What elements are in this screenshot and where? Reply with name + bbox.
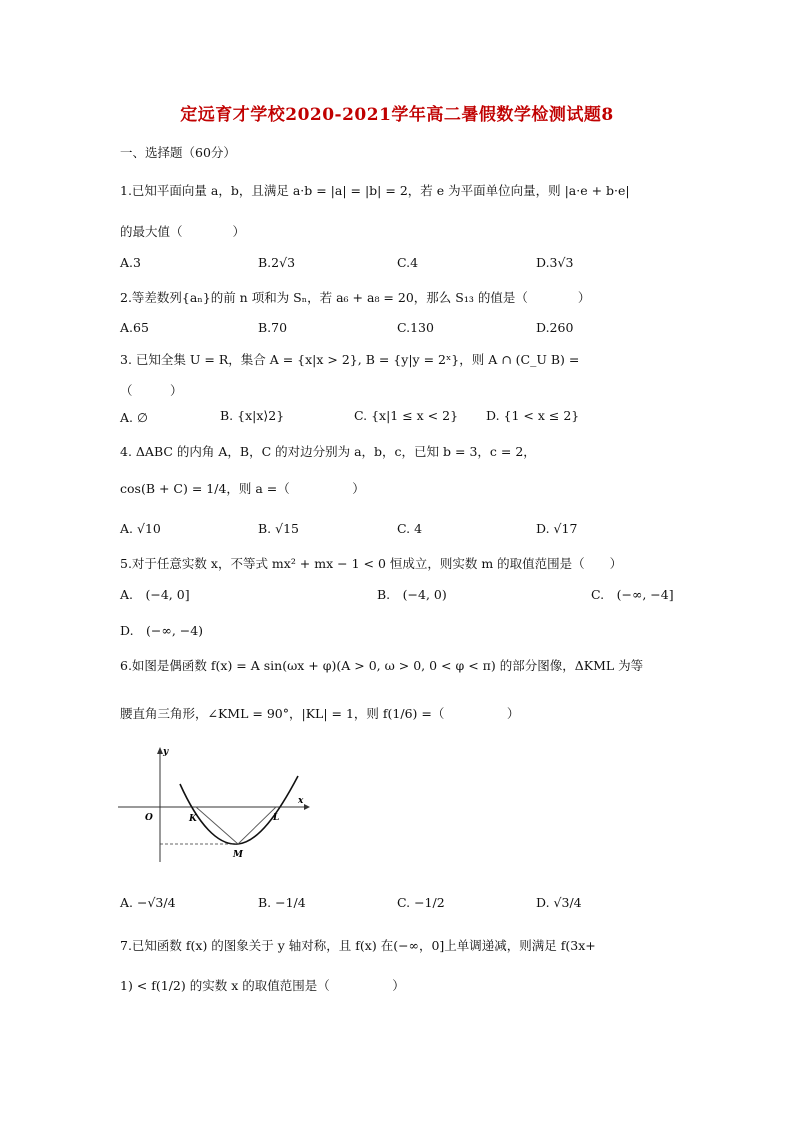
point-l-label: L [273,813,280,823]
question-5-option-c: C. (−∞, −4] [591,587,674,602]
segment-ml [238,807,276,844]
question-6-option-c: C. −1/2 [397,895,445,910]
question-4-stem: 4. ΔABC 的内角 A，B，C 的对边分别为 a，b，c，已知 b = 3，c = 2， [120,444,536,459]
question-3-option-b: B. {x|x⟩2} [220,408,285,423]
question-5-option-d: D. (−∞, −4) [120,623,204,638]
question-2-stem: 2.等差数列{aₙ}的前 n 项和为 Sₙ，若 a₆ + a₈ = 20，那么 S₁₃ 的值是（ ） [120,290,591,305]
question-7-stem: 7.已知函数 f(x) 的图象关于 y 轴对称，且 f(x) 在(−∞，0]上单调递减，则满足 f(3x+ [120,938,596,953]
x-axis-arrow [304,804,310,810]
question-3-option-a: A. ∅ [120,410,148,425]
question-6-stem-cont: 腰直角三角形，∠KML = 90°，|KL| = 1，则 f(1/6) =（ ） [120,706,520,721]
question-1-option-c: C.4 [397,255,419,270]
question-3-option-d: D. {1 < x ≤ 2} [486,408,580,423]
question-5-option-a: A. (−4, 0] [120,587,190,602]
question-3-stem-cont: （ ） [120,383,183,398]
question-2-option-c: C.130 [397,320,434,335]
section-heading: 一、选择题（60分） [120,145,236,160]
question-2-option-a: A.65 [120,320,149,335]
function-graph [118,744,318,864]
question-1-stem: 1.已知平面向量 a，b，且满足 a·b = |a| = |b| = 2，若 e 为平面单位向量，则 |a·e + b·e| [120,183,630,198]
question-6-option-d: D. √3/4 [536,895,582,910]
question-4-option-b: B. √15 [258,521,300,536]
question-2-option-b: B.70 [258,320,288,335]
question-4-option-c: C. 4 [397,521,423,536]
sine-curve [180,776,298,844]
question-1-stem-cont: 的最大值（ ） [120,224,246,239]
question-6-option-a: A. −√3/4 [120,895,176,910]
y-axis-label: y [163,747,169,757]
question-6-option-b: B. −1/4 [258,895,306,910]
question-6-stem: 6.如图是偶函数 f(x) = A sin(ωx + φ)(A > 0, ω > 0, 0 < φ < π) 的部分图像，ΔKML 为等 [120,658,644,673]
question-4-stem-cont: cos(B + C) = 1/4，则 a =（ ） [120,481,365,496]
question-4-option-d: D. √17 [536,521,578,536]
question-2-option-d: D.260 [536,320,574,335]
x-axis-label: x [298,796,304,806]
page-title: 定远育才学校2020-2021学年高二暑假数学检测试题8 [180,105,614,125]
question-3-option-c: C. {x|1 ≤ x < 2} [354,408,459,423]
question-1-option-a: A.3 [120,255,141,270]
question-4-option-a: A. √10 [120,521,161,536]
question-1-option-d: D.3√3 [536,255,574,270]
point-m-label: M [233,850,243,860]
origin-label: O [145,813,153,823]
question-5-stem: 5.对于任意实数 x，不等式 mx² + mx − 1 < 0 恒成立，则实数 m 的取值范围是（ ） [120,556,623,571]
question-1-option-b: B.2√3 [258,255,296,270]
question-5-option-b: B. (−4, 0) [377,587,447,602]
question-7-stem-cont: 1) < f(1/2) 的实数 x 的取值范围是（ ） [120,978,405,993]
question-3-stem: 3. 已知全集 U = R，集合 A = {x|x > 2}, B = {y|y = 2ˣ}，则 A ∩ (C_U B) = [120,352,580,367]
point-k-label: K [189,814,197,824]
